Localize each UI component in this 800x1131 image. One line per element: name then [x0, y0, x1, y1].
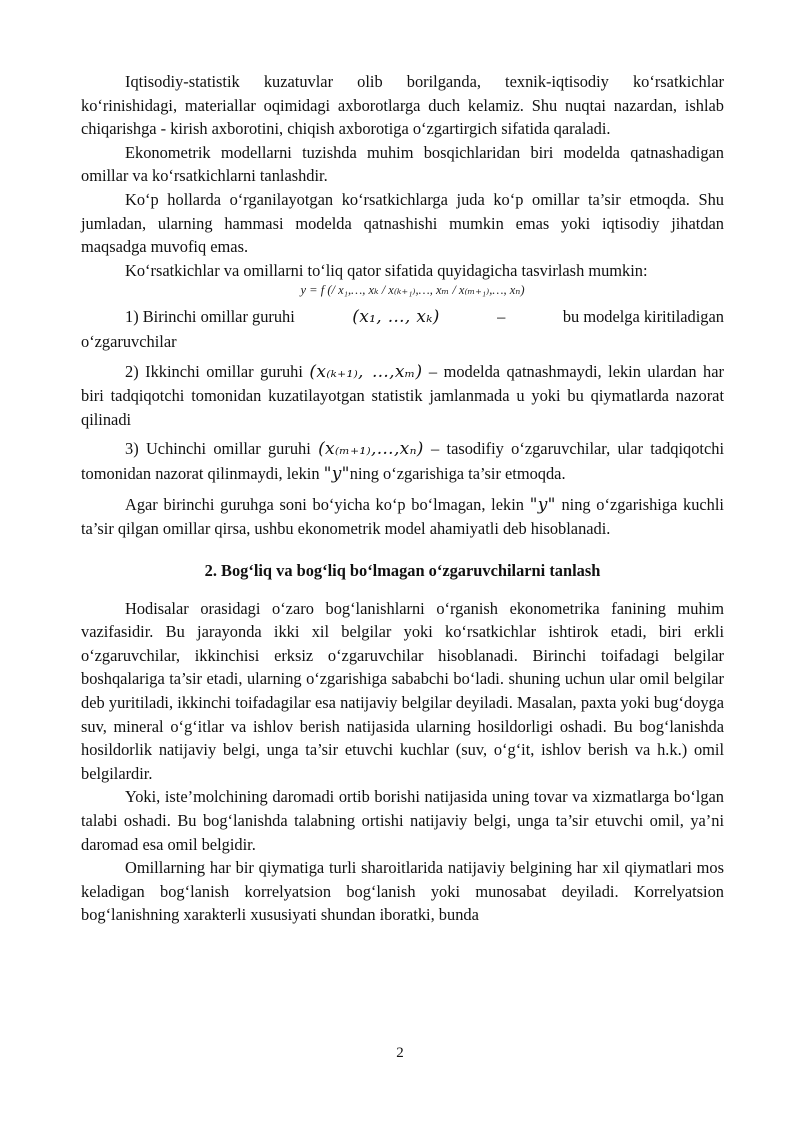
paragraph-significance-end: ning o‘zgarishiga kuchli ta’sir qilgan omillar qirsa, ushbu ekonometrik model ahamiyatli deb hisoblanadi. [81, 494, 724, 539]
list-item-third-group [81, 437, 724, 486]
list-item-first-rest: bu modelga kiritiladigan [562, 307, 724, 327]
paragraph-many-factors: Ko‘p hollarda o‘rganilayotgan ko‘rsatkichlarga juda ko‘p omillar ta’sir etmoqda. Shu jumladan, ularning hammasi modelda qatnashishi mumkin emas yoki iqtisodiy jihatdan maqsadga muvofiq emas. [81, 189, 724, 257]
list-item-first-lead: 1) Birinchi omillar guruhi [125, 307, 295, 327]
first-group-math: (x₁, …, xₖ) [352, 307, 440, 328]
third-group-math: (x₍ₘ₊₁₎,…,xₙ) [318, 439, 424, 460]
formula-factor-series: y = f (/ x₁,…, xₖ / x₍ₖ₊₁₎,…, xₘ / x₍ₘ₊₁₎,…, xₙ) [300, 283, 525, 298]
list-item-third-rest: – tasodifiy o‘zgaruvchilar, ular tadqiqotchi tomonidan nazorat qilinmaydi, lekin [81, 439, 724, 483]
second-group-math: (x₍ₖ₊₁₎, …,xₘ) [309, 361, 423, 382]
list-item-first-group [81, 305, 724, 353]
paragraph-model-building: Ekonometrik modellarni tuzishda muhim bosqichlaridan biri modelda qatnashadigan omillar va ko‘rsatkichlarni tanlashdir. [81, 142, 724, 186]
list-item-second-group [81, 360, 724, 432]
list-item-first-dash: – [497, 307, 506, 327]
list-item-first-continuation: o‘zgaruvchilar [81, 331, 177, 351]
list-item-first-group-line [81, 305, 724, 330]
paragraph-representation: Ko‘rsatkichlar va omillarni to‘liq qator sifatida quyidagicha tasvirlash mumkin: [125, 260, 648, 280]
list-item-second-lead: 2) Ikkinchi omillar guruhi [125, 361, 303, 381]
paragraph-significance [81, 493, 724, 541]
section-heading: 2. Bog‘liq va bog‘liq bo‘lmagan o‘zgaruvchilarni tanlash [204, 560, 601, 580]
y-variable-symbol-2: "y" [529, 494, 556, 515]
list-item-third-lead: 3) Uchinchi omillar guruhi [125, 439, 311, 459]
paragraph-correlation: Omillarning har bir qiymatiga turli sharoitlarida natijaviy belgining har xil qiymatlari mos keladigan bog‘lanish korrelyatsion bog‘lanish yoki munosabat deyiladi. Korrelyatsion bog‘lanishning xarakterli xususiyati shundan iboratki, bunda [81, 858, 724, 925]
y-variable-symbol: "y" [323, 463, 350, 484]
page-number: 2 [396, 1045, 404, 1061]
list-item-third-end: ning o‘zgarishiga ta’sir etmoqda. [349, 463, 566, 483]
paragraph-relationships: Hodisalar orasidagi o‘zaro bog‘lanishlarni o‘rganish ekonometrika fanining muhim vazifasidir. Bu jarayonda ikki xil belgilar yoki ko‘rsatkichlar ishtirok etadi, biri erkli o‘zgaruvchilar, ikkinchisi erksiz o‘zgaruvchilar hisoblanadi. Birinchi toifadagi belgilar boshqalariga ta’sir etadi, ularning o‘zgarishiga sababchi bo‘ladi. shuning uchun ular omil belgilar deb yuritiladi, ikkinchi toifadagilar esa natijaviy belgilar deyiladi. Masalan, paxta yoki bug‘doyga suv, mineral o‘g‘itlar va ishlov berish natijasida ularning hosildorligi oshadi. Bu bog‘lanishda hosildorlik natijaviy belgi, unga ta’sir etuvchi kuchlar (suv, o‘g‘it, ishlov berish va h.k.) omil belgilardir. [81, 598, 724, 783]
document-page [81, 70, 724, 927]
paragraph-consumer-income: Yoki, iste’molchining daromadi ortib borishi natijasida uning tovar va xizmatlarga bo‘lgan talabi oshadi. Bu bog‘lanishda talabning ortishi natijaviy belgi, unga ta’sir etuvchi omil, ya’ni daromad esa omil belgidir. [81, 787, 724, 854]
paragraph-intro: Iqtisodiy-statistik kuzatuvlar olib borilganda, texnik-iqtisodiy ko‘rsatkichlar ko‘rinishidagi, materiallar oqimidagi axborotlarga duch kelamiz. Shu nuqtai nazardan, ishlab chiqarishga - kirish axborotini, chiqish axborotiga o‘zgartirgich sifatida qaraladi. [81, 72, 724, 139]
list-item-second-rest: – modelda qatnashmaydi, lekin ulardan har biri tadqiqotchi tomonidan kuzatilayotgan statistik jamlanmada u yoki bu qiymatlarda nazorat qilinadi [81, 361, 724, 429]
paragraph-significance-start: Agar birinchi guruhga soni bo‘yicha ko‘p bo‘lmagan, lekin [125, 494, 524, 514]
